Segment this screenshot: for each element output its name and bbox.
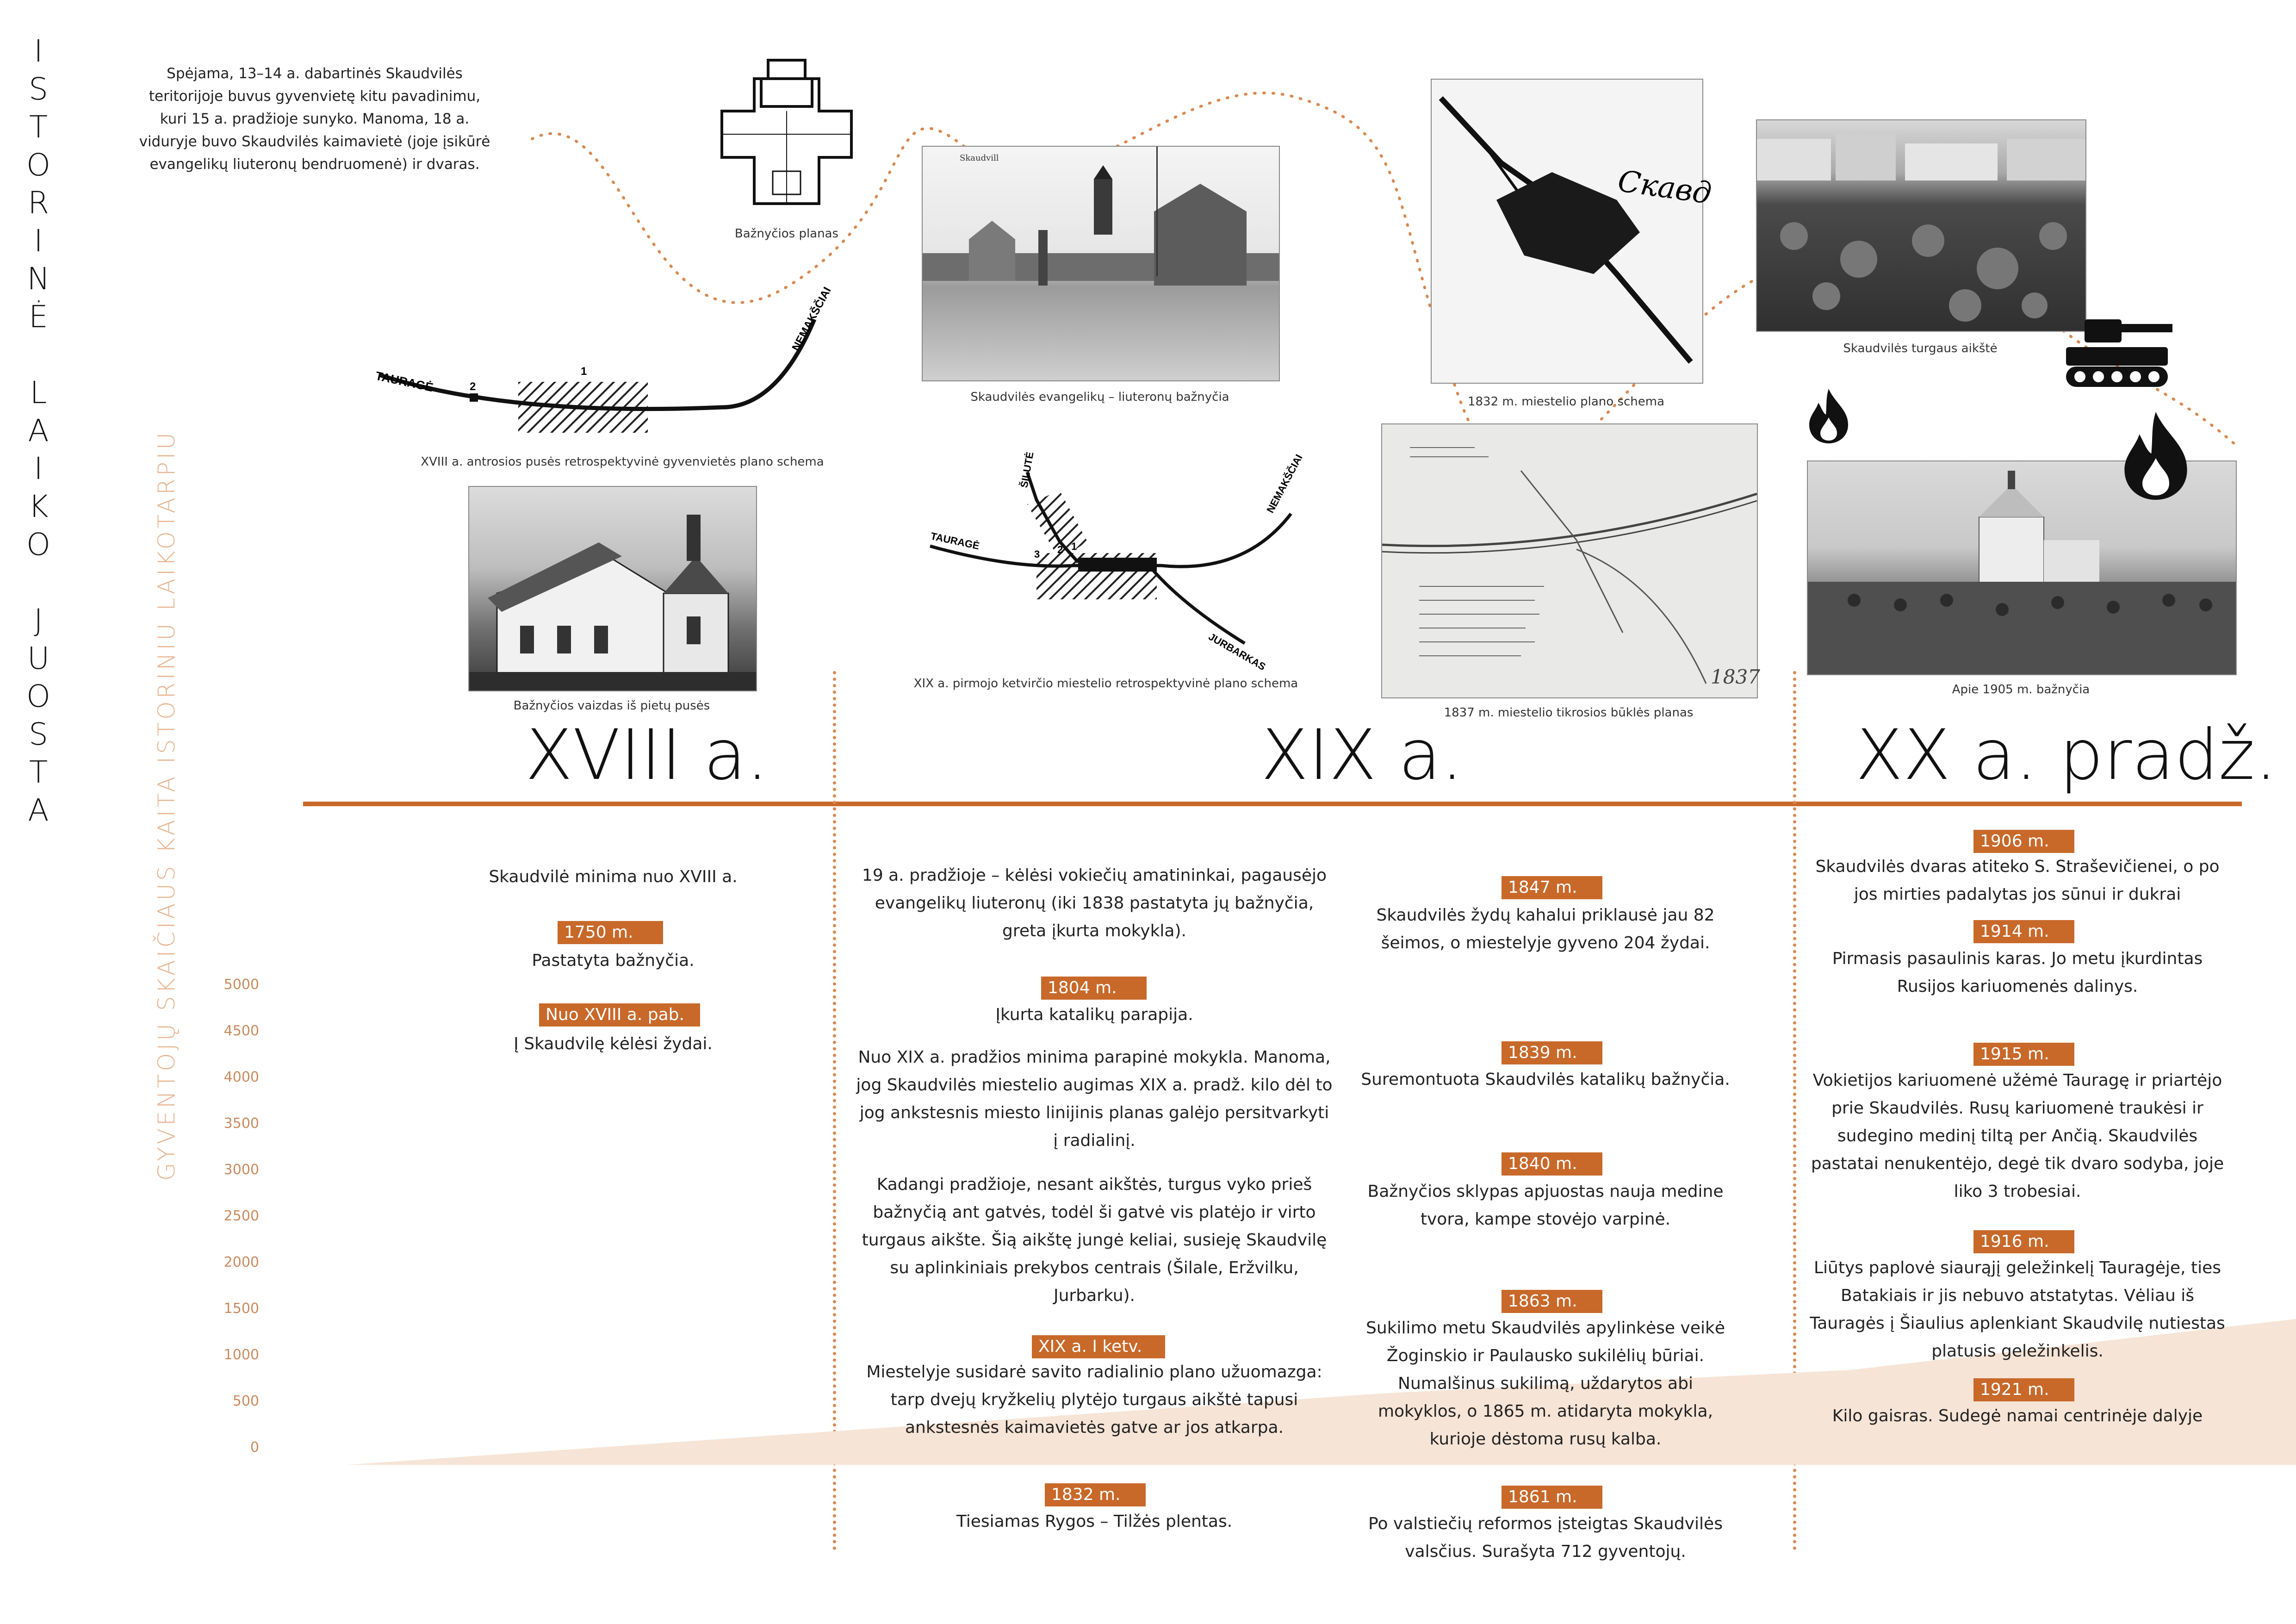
caption-church-1905: Apie 1905 m. bažnyčia xyxy=(1952,683,2090,697)
caption-scheme-18c: XVIII a. antrosios pusės retrospektyvinė gyvenvietės plano schema xyxy=(421,455,824,469)
y-tick: 5000 xyxy=(223,977,259,993)
col20-text-1915: Vokietijos kariuomenė užėmė Tauragę ir priartėjo prie Skaudvilės. Rusų kariuomenė traukėsi ir sudegino medinį tiltą per Ančią. Skaudvilės pastatai nenukentėjo, degė tik dvaro sodyba, joje liko 3 trobesiai. xyxy=(1811,1071,2224,1201)
era-20c: XX a. pradž. xyxy=(1855,715,2277,796)
caption-plan-1837: 1837 m. miestelio tikrosios būklės planas xyxy=(1444,706,1694,720)
vertical-title: I S T O R I N Ė L A I K O J U O S T A xyxy=(26,33,50,828)
caption-church-plan: Bažnyčios planas xyxy=(734,227,839,241)
col20-text-1916: Liūtys paplovė siaurąjį geležinkelį Tauragėje, ties Batakiais ir jis nebuvo atstatytas. Vėliau iš Tauragės į Šiaulius aplenkiant Skaudvilę nutiestas platusis geležinkelis. xyxy=(1810,1258,2225,1361)
photo-evangelic-caption-text: Skaudvill xyxy=(960,153,999,163)
y-tick: 4500 xyxy=(223,1023,259,1039)
y-tick: 2500 xyxy=(223,1208,259,1224)
y-tick: 3000 xyxy=(223,1162,259,1178)
plan-1832-word: Скавд xyxy=(1615,164,1714,212)
era-18c: XVIII a. xyxy=(525,715,769,796)
y-tick: 4000 xyxy=(223,1069,259,1085)
caption-market-square: Skaudvilės turgaus aikštė xyxy=(1843,342,1998,355)
col19a-text-radial: Miestelyje susidarė savito radialinio plano užuomazga: tarp dvejų kryžkelių plytėjo turgaus aikštė tapusi ankstesnės kaimavietės gatve ar jos atkarpa. xyxy=(866,1363,1322,1437)
caption-plan-1832: 1832 m. miestelio plano schema xyxy=(1467,395,1665,409)
intro-text: Spėjama, 13–14 a. dabartinės Skaudvilės teritorijoje buvus gyvenvietę kitu pavadinimu, kuri 15 a. pradžioje sunyko. Manoma, 18 a. viduryje buvo Skaudvilės kaimavietė (joje įsikūrė evangelikų liuteronų bendruomenė) ir dvaras. xyxy=(139,65,490,173)
col19b-text-1847: Skaudvilės žydų kahalui priklausė jau 82 šeimos, o miestelyje gyveno 204 žydai. xyxy=(1376,906,1715,952)
map-label-silute: ŠILUTĖ xyxy=(1018,451,1036,489)
col19b-text-1840: Bažnyčios sklypas apjuostas nauja medine tvora, kampe stovėjo varpinė. xyxy=(1367,1182,1724,1229)
col18-text-jews: Į Skaudvilę kėlėsi žydai. xyxy=(514,1034,713,1053)
y-tick: 500 xyxy=(232,1393,259,1409)
y-tick: 0 xyxy=(250,1439,259,1456)
col19a-tag-xix-1: XIX a. I ketv. xyxy=(1032,1335,1165,1358)
y-tick: 1000 xyxy=(223,1347,259,1363)
map-label-n1-2: 1 xyxy=(1071,541,1077,552)
map-label-n1: 1 xyxy=(581,365,587,378)
col19b-text-1863: Sukilimo metu Skaudvilės apylinkėse veikė Žoginskio ir Paulausko sukilėlių būriai. Numalšinus sukilimą, uždarytos abi mokyklos, o 1865 m. atidaryta mokykla, kurioje dėstoma rusų kalba. xyxy=(1366,1319,1725,1449)
y-tick: 3500 xyxy=(223,1115,259,1132)
col20-text-1914: Pirmasis pasaulinis karas. Jo metu įkurdintas Rusijos kariuomenės dalinys. xyxy=(1832,949,2203,996)
col20-tag-1921: 1921 m. xyxy=(1973,1378,2074,1401)
col19a-text-market: Kadangi pradžioje, nesant aikštės, turgus vyko prieš bažnyčią ant gatvės, todėl ši gatvė vis platėjo ir virto turgaus aikšte. Šią aikštę jungė keliai, susieję Skaudvilę su aplinkiniais prekybos centrais (Šilale, Eržvilku, Jurbarku). xyxy=(862,1175,1327,1305)
col19b-tag-1840: 1840 m. xyxy=(1502,1152,1602,1176)
map-label-n3: 3 xyxy=(1034,548,1040,560)
col19a-text-1832: Tiesiamas Rygos – Tilžės plentas. xyxy=(956,1512,1233,1531)
caption-scheme-19c: XIX a. pirmojo ketvirčio miestelio retrospektyvinė plano schema xyxy=(913,677,1298,691)
map-label-n2: 2 xyxy=(470,380,476,393)
map-label-taurage: TAURAGĖ xyxy=(374,368,434,395)
col20-text-1921: Kilo gaisras. Sudegė namai centrinėje dalyje xyxy=(1832,1406,2203,1425)
era-19c: XIX a. xyxy=(1261,715,1464,796)
col20-text-1906: Skaudvilės dvaras atiteko S. Straševičienei, o po jos mirties padalytas jos sūnui ir dukrai xyxy=(1815,857,2220,904)
map-label-jurbarkas: JURBARKAS xyxy=(1206,630,1268,673)
plan-1837-note: 1837 xyxy=(1711,666,1760,688)
col18-intro: Skaudvilė minima nuo XVIII a. xyxy=(489,867,738,886)
map-label-taurage-2: TAURAGĖ xyxy=(929,530,980,552)
col18-tag-xviii-end: Nuo XVIII a. pab. xyxy=(539,1003,700,1027)
caption-evangelic-church: Skaudvilės evangelikų – liuteronų bažnyčia xyxy=(970,390,1229,404)
col19a-tag-1832: 1832 m. xyxy=(1045,1483,1146,1506)
map-label-nemaksciai-2: NEMAKŠČIAI xyxy=(1264,452,1305,515)
col19a-text-school: Nuo XIX a. pradžios minima parapinė mokykla. Manoma, jog Skaudvilės miestelio augimas XIX a. pradž. kilo dėl to jog ankstesnis miesto linijinis planas galėjo persitvarkyti į radialinį. xyxy=(856,1048,1333,1150)
col19b-text-1861: Po valstiečių reformos įsteigtas Skaudvilės valsčius. Surašyta 712 gyventojų. xyxy=(1368,1514,1723,1561)
y-tick: 2000 xyxy=(223,1254,259,1270)
col20-tag-1906: 1906 m. xyxy=(1973,830,2074,853)
col20-tag-1915: 1915 m. xyxy=(1973,1043,2074,1066)
col19b-tag-1861: 1861 m. xyxy=(1502,1486,1602,1509)
y-tick: 1500 xyxy=(223,1300,259,1317)
col19b-tag-1839: 1839 m. xyxy=(1502,1041,1602,1064)
col19b-text-1839: Suremontuota Skaudvilės katalikų bažnyčia. xyxy=(1361,1070,1730,1089)
caption-church-south: Bažnyčios vaizdas iš pietų pusės xyxy=(513,699,710,713)
col19a-intro: 19 a. pradžioje – kėlėsi vokiečių amatininkai, pagausėjo evangelikų liuteronų (iki 1838 pastatyta jų bažnyčia, greta įkurta mokykla). xyxy=(862,866,1327,940)
col20-tag-1916: 1916 m. xyxy=(1973,1230,2074,1253)
map-label-n2-2: 2 xyxy=(1057,544,1063,555)
col19b-tag-1863: 1863 m. xyxy=(1502,1290,1602,1313)
col18-text-1750: Pastatyta bažnyčia. xyxy=(532,951,695,970)
map-label-nemaksciai: NEMAKŠČIAI xyxy=(789,285,834,353)
col19a-text-1804: Įkurta katalikų parapija. xyxy=(995,1005,1193,1024)
col19b-tag-1847: 1847 m. xyxy=(1502,876,1602,899)
col20-tag-1914: 1914 m. xyxy=(1973,920,2074,943)
col19a-tag-1804: 1804 m. xyxy=(1041,977,1147,1000)
col18-tag-1750: 1750 m. xyxy=(558,921,663,944)
